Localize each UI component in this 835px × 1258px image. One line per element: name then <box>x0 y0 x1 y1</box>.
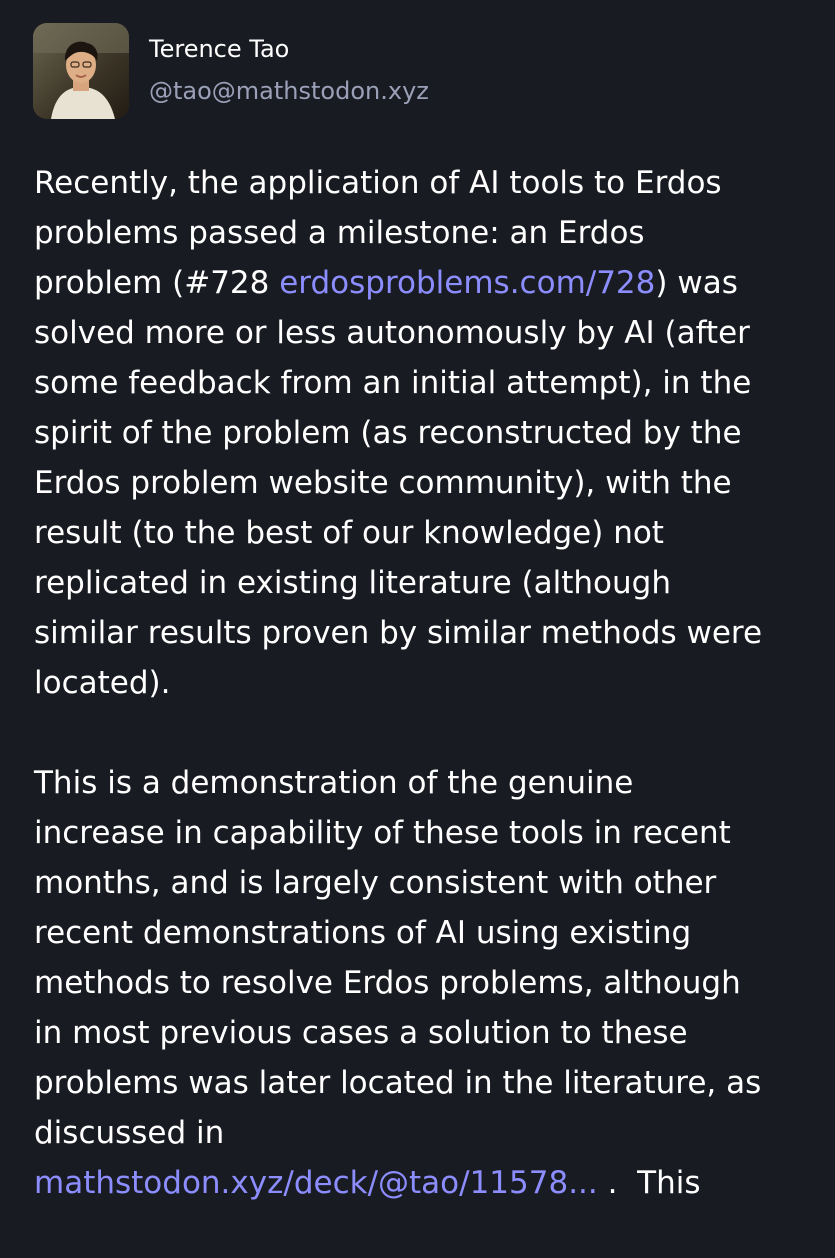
post-text: methods to resolve Erdos problems, although <box>34 965 741 1001</box>
profile-photo-icon <box>33 23 129 119</box>
post-text: some feedback from an initial attempt), in the <box>34 365 752 401</box>
post-text: increase in capability of these tools in recent <box>34 815 731 851</box>
post-text: problems was later located in the literature, as <box>34 1065 762 1101</box>
post-text: problem (#728 <box>34 265 280 301</box>
post-header <box>33 23 429 119</box>
post-text: recent demonstrations of AI using existing <box>34 915 692 951</box>
post-paragraph-1 <box>34 158 809 708</box>
author-display-name[interactable]: Terence Tao <box>149 35 290 63</box>
author-names <box>149 23 429 107</box>
author-handle[interactable]: @tao@mathstodon.xyz <box>149 77 429 105</box>
post-paragraph-2 <box>34 758 809 1208</box>
post-text: . This <box>597 1165 701 1201</box>
erdosproblems-link[interactable]: erdosproblems.com/728 <box>279 265 656 301</box>
post-content <box>34 158 809 1258</box>
post-text: solved more or less autonomously by AI (after <box>34 315 750 351</box>
mathstodon-deck-link[interactable]: mathstodon.xyz/deck/@tao/11578... <box>34 1165 598 1201</box>
post-text: result (to the best of our knowledge) not <box>34 515 664 551</box>
post-text: Erdos problem website community), with the <box>34 465 732 501</box>
post-text: spirit of the problem (as reconstructed by the <box>34 415 742 451</box>
post-text: ) was <box>655 265 738 301</box>
post-text: Recently, the application of AI tools to Erdos <box>34 165 722 201</box>
post-text: months, and is largely consistent with other <box>34 865 717 901</box>
post-text: problems passed a milestone: an Erdos <box>34 215 645 251</box>
post-text: replicated in existing literature (although <box>34 565 671 601</box>
post-text: discussed in <box>34 1115 225 1151</box>
post-text: This is a demonstration of the genuine <box>34 765 634 801</box>
avatar[interactable] <box>33 23 129 119</box>
post-text: located). <box>34 665 171 701</box>
post-text: in most previous cases a solution to these <box>34 1015 688 1051</box>
post-text: similar results proven by similar methods were <box>34 615 763 651</box>
